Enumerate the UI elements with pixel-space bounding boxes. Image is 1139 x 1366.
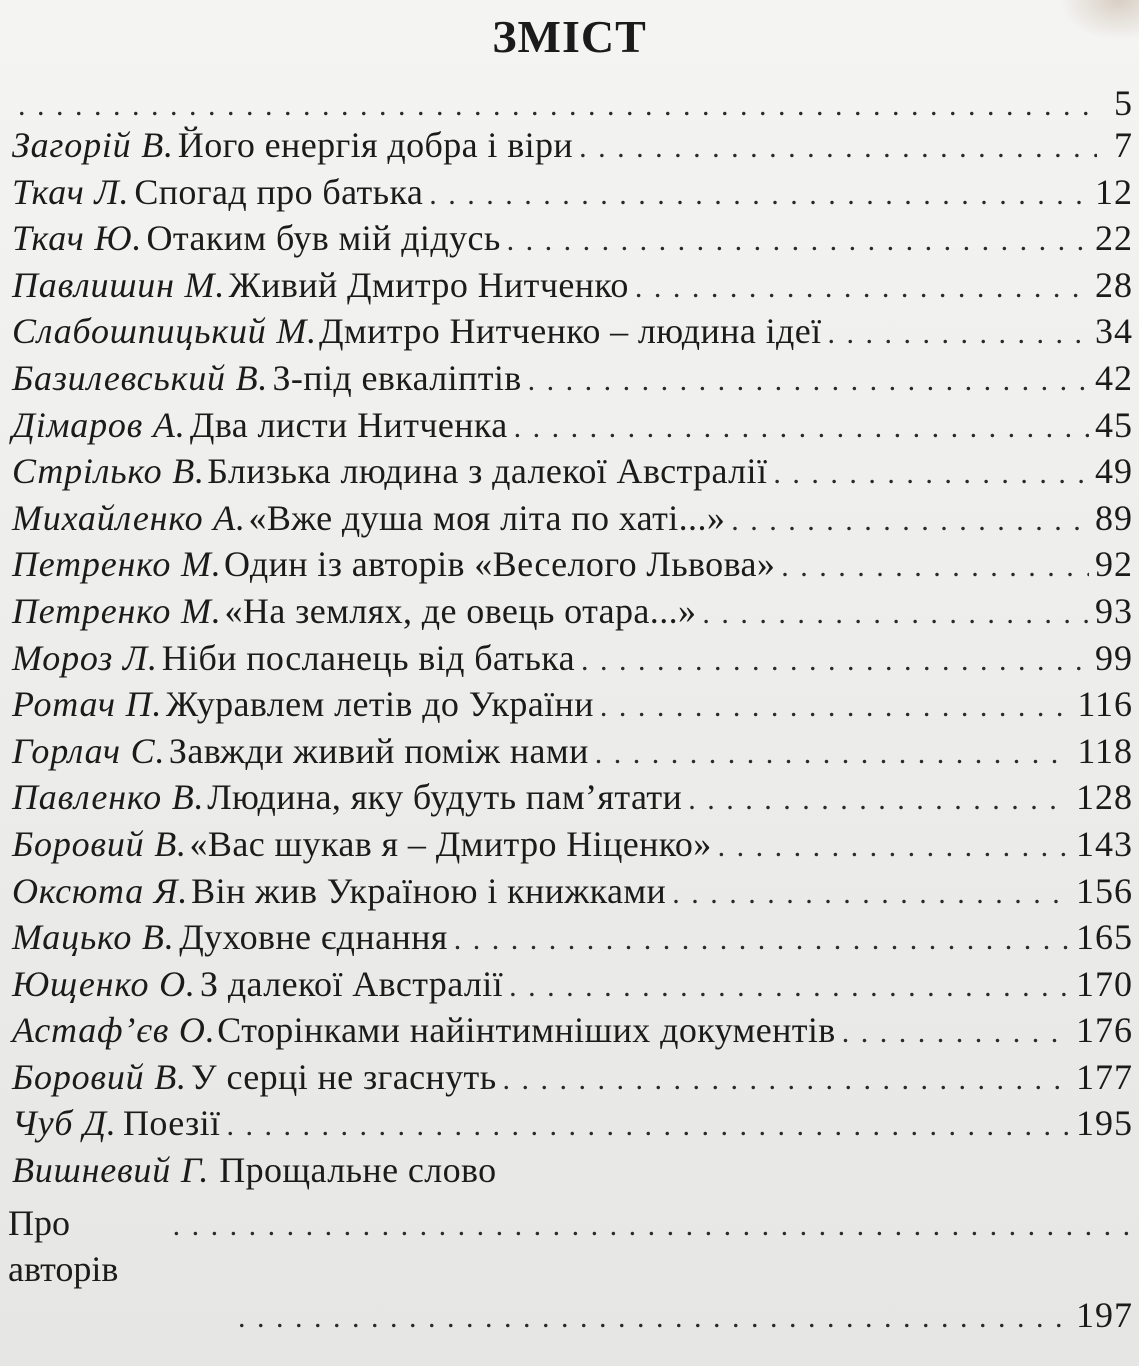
toc-entry-page: 116 xyxy=(1077,684,1133,725)
dot-leader xyxy=(528,358,1089,405)
toc-entry-page: 7 xyxy=(1114,125,1133,165)
toc-entry-title: Поезії xyxy=(122,1103,221,1144)
toc-entry-title: Один із авторів «Веселого Львова» xyxy=(223,544,776,585)
toc-entry xyxy=(12,84,1133,122)
dot-leader xyxy=(18,87,1097,125)
toc-entry-title: «На землях, де овець отара...» xyxy=(224,590,697,631)
toc-entry-title: Отаким був мій дідусь xyxy=(146,218,501,259)
toc-entry-author: Ротач П. xyxy=(12,684,163,725)
dot-leader xyxy=(688,777,1070,824)
toc-entry-author: Оксюта Я. xyxy=(12,870,189,911)
about-authors-page: 197 xyxy=(1076,1295,1133,1335)
toc-entry-author: Боровий В. xyxy=(12,823,187,864)
dot-leader xyxy=(454,917,1070,964)
dot-leader xyxy=(702,591,1089,638)
toc-entry-author: Астаф’єв О. xyxy=(12,1010,216,1051)
toc-entry-author: Ткач Л. xyxy=(12,171,130,212)
toc-entry xyxy=(12,262,1133,309)
toc-entry xyxy=(12,308,1133,355)
toc-entry-page: 34 xyxy=(1095,311,1133,352)
toc-entry xyxy=(12,1054,1133,1101)
toc-entry-author: Ткач Ю. xyxy=(12,218,143,259)
toc-entry-title: Спогад про батька xyxy=(134,171,424,212)
dot-leader xyxy=(238,1295,1070,1341)
toc-entry-title: «Вас шукав я – Дмитро Ніценко» xyxy=(189,823,712,864)
toc-entry xyxy=(12,122,1133,169)
dot-leader xyxy=(429,172,1089,219)
toc-entry xyxy=(12,961,1133,1008)
toc-entry-author: Мацько В. xyxy=(12,917,175,958)
dot-leader xyxy=(579,125,1097,172)
toc-entry xyxy=(12,215,1133,262)
toc-entry xyxy=(12,448,1133,495)
toc-entry xyxy=(12,1147,1133,1194)
toc-entry-title: Дмитро Нитченко – людина ідеї xyxy=(318,311,822,352)
toc-entry-author: Михайленко А. xyxy=(12,497,246,538)
dot-leader xyxy=(842,1010,1070,1057)
dot-leader xyxy=(635,265,1089,312)
toc-entry xyxy=(12,402,1133,449)
toc-entry-author: Базилевський В. xyxy=(12,357,269,398)
toc-entry-page: 170 xyxy=(1076,963,1133,1004)
toc-entry xyxy=(12,681,1133,728)
toc-entry-title: Сторінками найінтимніших документів xyxy=(217,1010,836,1051)
dot-leader xyxy=(595,731,1072,778)
toc-entry-page: 49 xyxy=(1095,451,1133,492)
toc-entry-page: 118 xyxy=(1077,730,1133,771)
toc-entry-author: Чуб Д. xyxy=(12,1103,117,1144)
toc-entry-title: «Вже душа моя літа по хаті...» xyxy=(248,497,726,538)
toc-entry-page: 45 xyxy=(1095,404,1133,445)
dot-leader xyxy=(773,451,1089,498)
toc-entry-page: 165 xyxy=(1076,917,1133,958)
toc-entry-title: Ніби посланець від батька xyxy=(161,637,576,678)
toc-entry-page: 92 xyxy=(1095,544,1133,585)
toc-entry xyxy=(12,728,1133,775)
toc-entry-title: Його енергія добра і віри xyxy=(177,125,574,165)
dot-leader xyxy=(731,498,1089,545)
dot-leader xyxy=(581,638,1089,685)
toc-entry-title: Він жив Україною і книжками xyxy=(191,870,667,911)
toc-entry-page: 5 xyxy=(1114,83,1133,123)
toc-entry-title: Живий Дмитро Нитченко xyxy=(228,264,629,305)
toc-entry-author: Вишневий Г. xyxy=(12,1150,210,1191)
toc-entry-page: 99 xyxy=(1095,637,1133,678)
toc-entry-author: Павленко В. xyxy=(12,777,205,818)
toc-entry xyxy=(12,355,1133,402)
dot-leader xyxy=(226,1103,1070,1150)
table-of-contents xyxy=(12,84,1133,1194)
about-authors-label: Про авторів xyxy=(8,1203,119,1289)
toc-entry-page: 195 xyxy=(1076,1103,1133,1144)
toc-entry xyxy=(12,774,1133,821)
toc-entry-author: Ющенко О. xyxy=(12,963,196,1004)
toc-entry xyxy=(12,1007,1133,1054)
toc-entry xyxy=(12,588,1133,635)
toc-entry-title: Близька людина з далекої Австралії xyxy=(207,451,768,492)
dot-leader xyxy=(718,824,1070,871)
toc-entry xyxy=(12,914,1133,961)
dot-leader xyxy=(503,1057,1070,1104)
dot-leader xyxy=(509,964,1070,1011)
about-authors-page-row xyxy=(8,1292,1133,1341)
toc-entry-page: 177 xyxy=(1076,1056,1133,1097)
toc-entry-page: 42 xyxy=(1095,357,1133,398)
toc-entry xyxy=(12,169,1133,216)
toc-entry-page: 156 xyxy=(1076,870,1133,911)
dot-leader xyxy=(600,684,1071,731)
toc-entry-page: 89 xyxy=(1095,497,1133,538)
toc-entry-page: 93 xyxy=(1095,590,1133,631)
dot-leader xyxy=(672,871,1070,918)
toc-entry-title: Журавлем летів до України xyxy=(165,684,594,725)
toc-entry-author: Слабошпицький М. xyxy=(12,311,317,352)
toc-entry-author: Павлишин М. xyxy=(12,264,226,305)
toc-entry-title: З далекої Австралії xyxy=(200,963,504,1004)
toc-entry xyxy=(12,495,1133,542)
toc-entry-title: Людина, яку будуть пам’ятати xyxy=(207,777,683,818)
toc-entry xyxy=(12,541,1133,588)
dot-leader xyxy=(514,405,1089,452)
toc-entry-title: Завжди живий поміж нами xyxy=(168,730,589,771)
toc-entry xyxy=(12,821,1133,868)
toc-entry-title: Два листи Нитченка xyxy=(189,404,508,445)
toc-entry-author: Мороз Л. xyxy=(12,637,158,678)
toc-entry-page: 22 xyxy=(1095,218,1133,259)
dot-leader xyxy=(828,311,1090,358)
dot-leader xyxy=(173,1203,1133,1249)
toc-entry-author: Горлач С. xyxy=(12,730,166,771)
toc-entry xyxy=(12,635,1133,682)
toc-entry-author: Дімаров А. xyxy=(12,404,186,445)
about-authors-row xyxy=(8,1200,1133,1292)
contents-heading: ЗМІСТ xyxy=(492,11,647,62)
toc-entry-page: 176 xyxy=(1076,1010,1133,1051)
toc-entry-author: Боровий В. xyxy=(12,1056,187,1097)
toc-entry-author: Стрілько В. xyxy=(12,451,205,492)
toc-entry xyxy=(12,868,1133,915)
toc-entry-title: Духовне єднання xyxy=(179,917,448,958)
about-authors-entry xyxy=(8,1200,1133,1341)
toc-entry xyxy=(12,1100,1133,1147)
toc-entry-author: Петренко М. xyxy=(12,544,222,585)
dot-leader xyxy=(507,218,1089,265)
toc-entry-author: Петренко М. xyxy=(12,590,222,631)
toc-entry-page: 128 xyxy=(1076,777,1133,818)
toc-entry-title: З-під евкаліптів xyxy=(272,357,522,398)
toc-entry-author: Загорій В. xyxy=(12,125,174,165)
toc-entry-title: Прощальне слово xyxy=(219,1150,497,1191)
toc-entry-page: 143 xyxy=(1076,823,1133,864)
toc-entry-title: У серці не згаснуть xyxy=(191,1056,497,1097)
toc-entry-page: 28 xyxy=(1095,264,1133,305)
toc-entry-page: 12 xyxy=(1095,171,1133,212)
dot-leader xyxy=(781,544,1089,591)
